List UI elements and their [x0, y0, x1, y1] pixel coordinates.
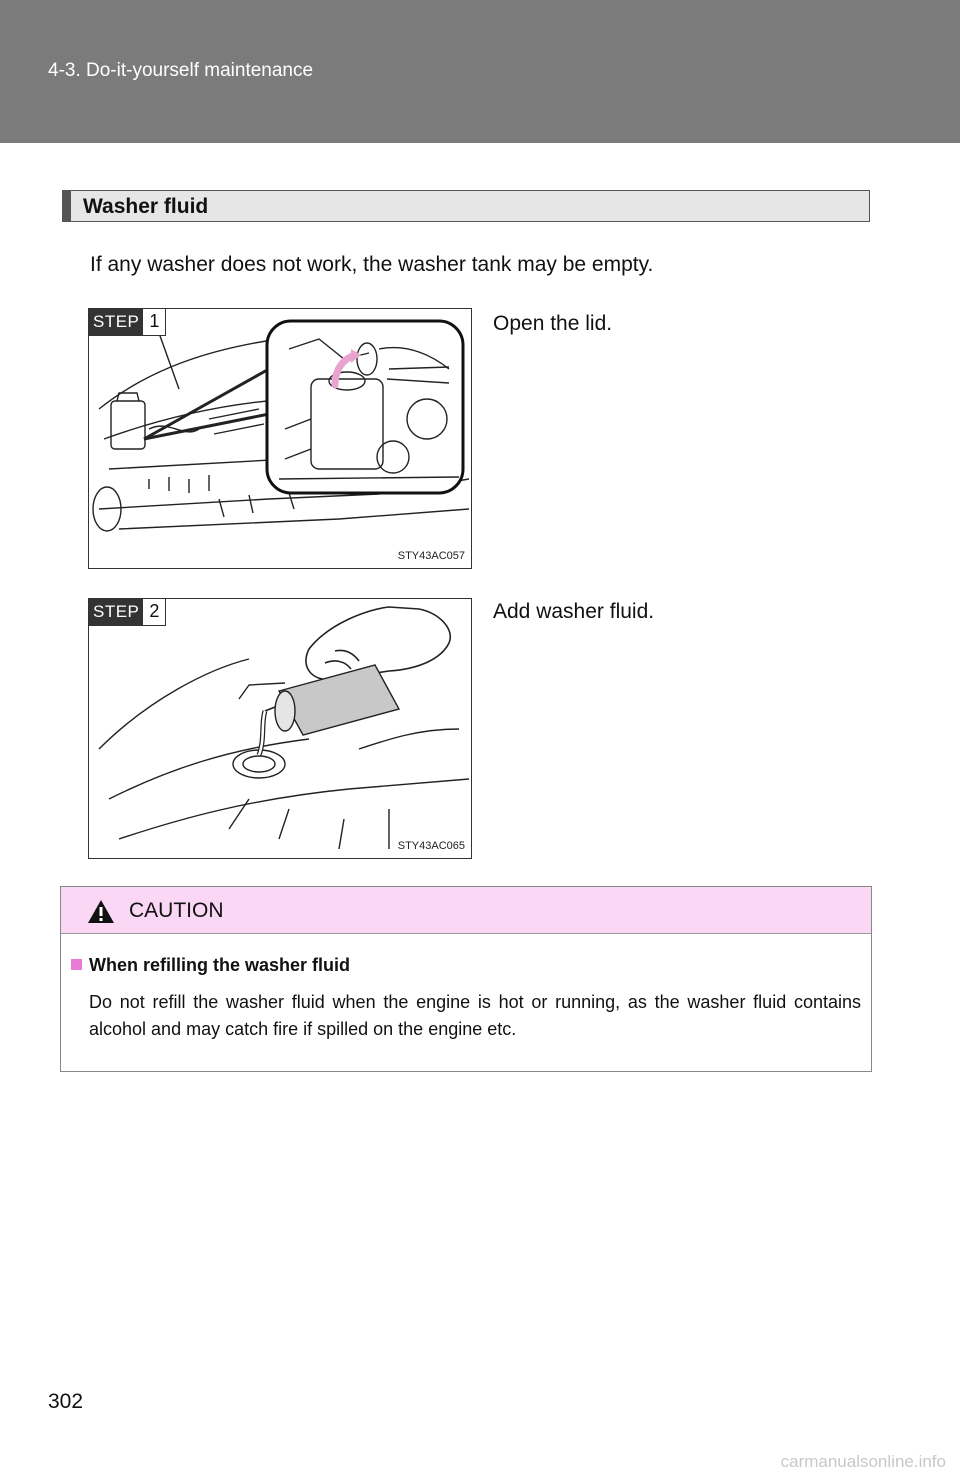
- step-2-figure: [88, 598, 472, 859]
- square-bullet-icon: [71, 959, 82, 970]
- step-1-badge: [89, 309, 166, 336]
- caution-header: [61, 887, 871, 934]
- caution-body: Do not refill the washer fluid when the engine is hot or running, as the washer fluid contains alcohol and may catch fire if spilled on the engine etc.: [89, 992, 861, 1039]
- section-title: Washer fluid: [83, 195, 209, 218]
- step-2-badge: [89, 599, 166, 626]
- step-badge-label: STEP: [89, 599, 143, 625]
- step-1-text: Open the lid.: [493, 312, 613, 335]
- watermark: carmanualsonline.info: [780, 1452, 946, 1471]
- warning-triangle-icon: [87, 899, 115, 924]
- chapter-title: 4-3. Do-it-yourself maintenance: [48, 60, 314, 81]
- section-intro: If any washer does not work, the washer tank may be empty.: [90, 253, 654, 276]
- step-badge-number: 2: [149, 601, 160, 621]
- page-number: 302: [48, 1390, 84, 1413]
- caution-box: [60, 886, 872, 1072]
- section-heading-accent: [63, 191, 71, 221]
- header-band: [0, 0, 960, 143]
- caution-heading: [71, 955, 350, 976]
- step-badge-label: STEP: [89, 309, 143, 335]
- figure-code: STY43AC057: [397, 550, 465, 562]
- caution-heading-text: When refilling the washer fluid: [89, 955, 351, 975]
- pour-fluid-illustration: [89, 599, 472, 859]
- figure-code: STY43AC065: [397, 840, 465, 852]
- engine-bay-lid-illustration: [89, 309, 472, 569]
- caution-label: CAUTION: [129, 899, 224, 922]
- section-heading-bar: [62, 190, 870, 222]
- step-1-figure: [88, 308, 472, 569]
- step-2-text: Add washer fluid.: [493, 600, 655, 623]
- step-badge-number: 1: [149, 311, 160, 331]
